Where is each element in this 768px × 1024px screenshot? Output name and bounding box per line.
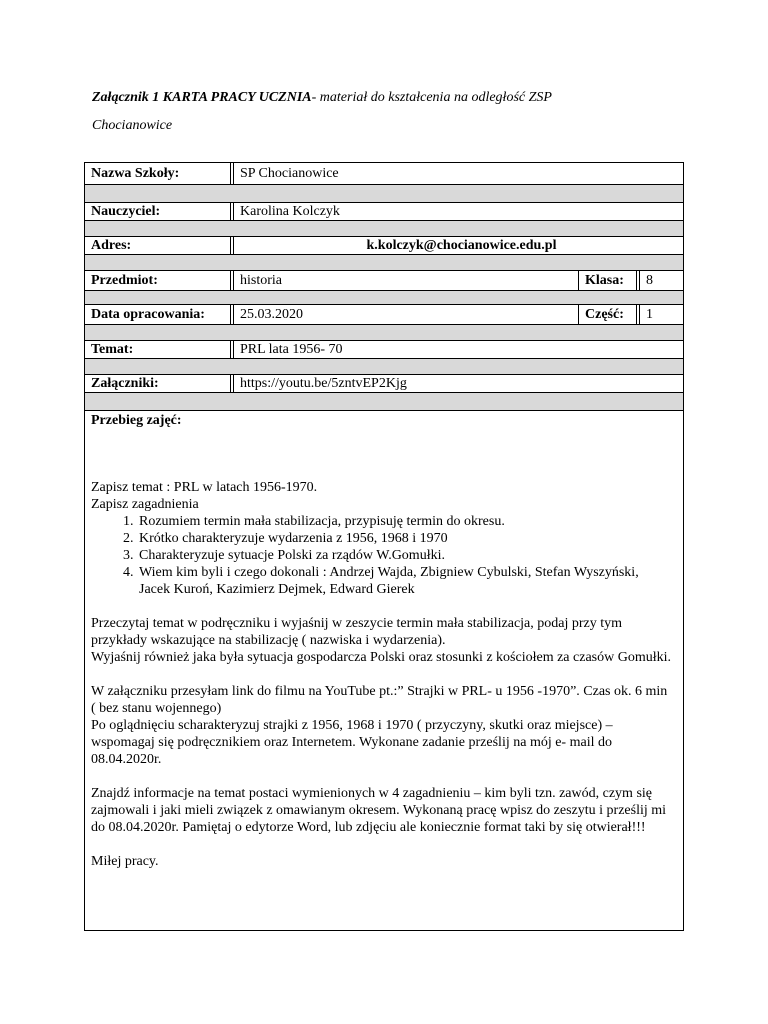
list-item: 4. Wiem kim byli i czego dokonali : Andrzej Wajda, Zbigniew Cybulski, Stefan Wyszyński, Jacek Kuroń, Kazimierz Dejmek, Edward Gierek	[137, 564, 673, 598]
spacer-row	[85, 325, 683, 341]
header-title: Załącznik 1 KARTA PRACY UCZNIA	[92, 90, 312, 105]
address-label: Adres:	[85, 237, 231, 254]
row-topic	[85, 341, 683, 359]
topic-label: Temat:	[85, 341, 231, 358]
school-value: SP Chocianowice	[233, 163, 683, 184]
date-label: Data opracowania:	[85, 305, 231, 324]
list-item: 3. Charakteryzuje sytuacje Polski za rządów W.Gomułki.	[137, 547, 673, 564]
document-header	[92, 84, 692, 140]
worksheet-form	[84, 162, 684, 931]
subject-label: Przedmiot:	[85, 271, 231, 290]
closing-text: Miłej pracy.	[91, 854, 159, 869]
row-teacher	[85, 203, 683, 221]
row-date	[85, 305, 683, 325]
issues-list	[91, 513, 673, 598]
part-label: Część:	[579, 305, 637, 324]
paragraph: Znajdź informacje na temat postaci wymienionych w 4 zagadnieniu – kim byli tzn. zawód, czym się zajmowali i jaki mieli związek z omawianym okresem. Wykonaną pracę wpisz do zeszytu i prześlij mi do 08.04.2020r. Pamiętaj o edytorze Word, lub zdjęciu ale koniecznie format taki by się otwierał!!!	[91, 786, 667, 835]
spacer-row	[85, 291, 683, 305]
date-value: 25.03.2020	[233, 305, 579, 324]
row-attachments	[85, 375, 683, 393]
paragraph: Przeczytaj temat w podręczniku i wyjaśnij w zeszycie termin mała stabilizacja, podaj przy tym przykłady wskazujące na stabilizację ( nazwiska i wydarzenia).	[91, 616, 623, 648]
lesson-content	[91, 479, 673, 870]
course-label: Przebieg zajęć:	[91, 413, 182, 428]
class-label: Klasa:	[579, 271, 637, 290]
paragraph: Po oglądnięciu scharakteryzuj strajki z 1956, 1968 i 1970 ( przyczyny, skutki oraz miejsce) – wspomagaj się podręcznikiem oraz Internetem. Wykonane zadanie prześlij na mój e- mail do 08.04.2020r.	[91, 718, 613, 767]
row-school	[85, 163, 683, 185]
address-email[interactable]: k.kolczyk@chocianowice.edu.pl	[233, 237, 683, 254]
list-item: 1. Rozumiem termin mała stabilizacja, przypisuję termin do okresu.	[137, 513, 673, 530]
paragraph: W załączniku przesyłam link do filmu na YouTube pt.:” Strajki w PRL- u 1956 -1970”. Czas ok. 6 min ( bez stanu wojennego)	[91, 684, 668, 716]
attachments-link[interactable]: https://youtu.be/5zntvEP2Kjg	[233, 375, 683, 392]
topic-value: PRL lata 1956- 70	[233, 341, 683, 358]
part-value: 1	[639, 305, 683, 324]
teacher-label: Nauczyciel:	[85, 203, 231, 220]
header-subtitle: - materiał do kształcenia na odległość ZSP	[311, 90, 552, 105]
instruction-issues: Zapisz zagadnienia	[91, 497, 199, 512]
header-line-1	[92, 84, 692, 112]
row-address	[85, 237, 683, 255]
spacer-row	[85, 393, 683, 411]
class-value: 8	[639, 271, 683, 290]
spacer-row	[85, 185, 683, 203]
list-item: 2. Krótko charakteryzuje wydarzenia z 1956, 1968 i 1970	[137, 530, 673, 547]
spacer-row	[85, 221, 683, 237]
spacer-row	[85, 359, 683, 375]
attachments-label: Załączniki:	[85, 375, 231, 392]
spacer-row	[85, 255, 683, 271]
row-subject	[85, 271, 683, 291]
subject-value: historia	[233, 271, 579, 290]
header-line-2: Chocianowice	[92, 118, 173, 133]
paragraph: Wyjaśnij również jaka była sytuacja gospodarcza Polski oraz stosunki z kościołem za czasów Gomułki.	[91, 650, 671, 665]
school-label: Nazwa Szkoły:	[85, 163, 231, 184]
instruction-topic: Zapisz temat : PRL w latach 1956-1970.	[91, 480, 318, 495]
teacher-value: Karolina Kolczyk	[233, 203, 683, 220]
